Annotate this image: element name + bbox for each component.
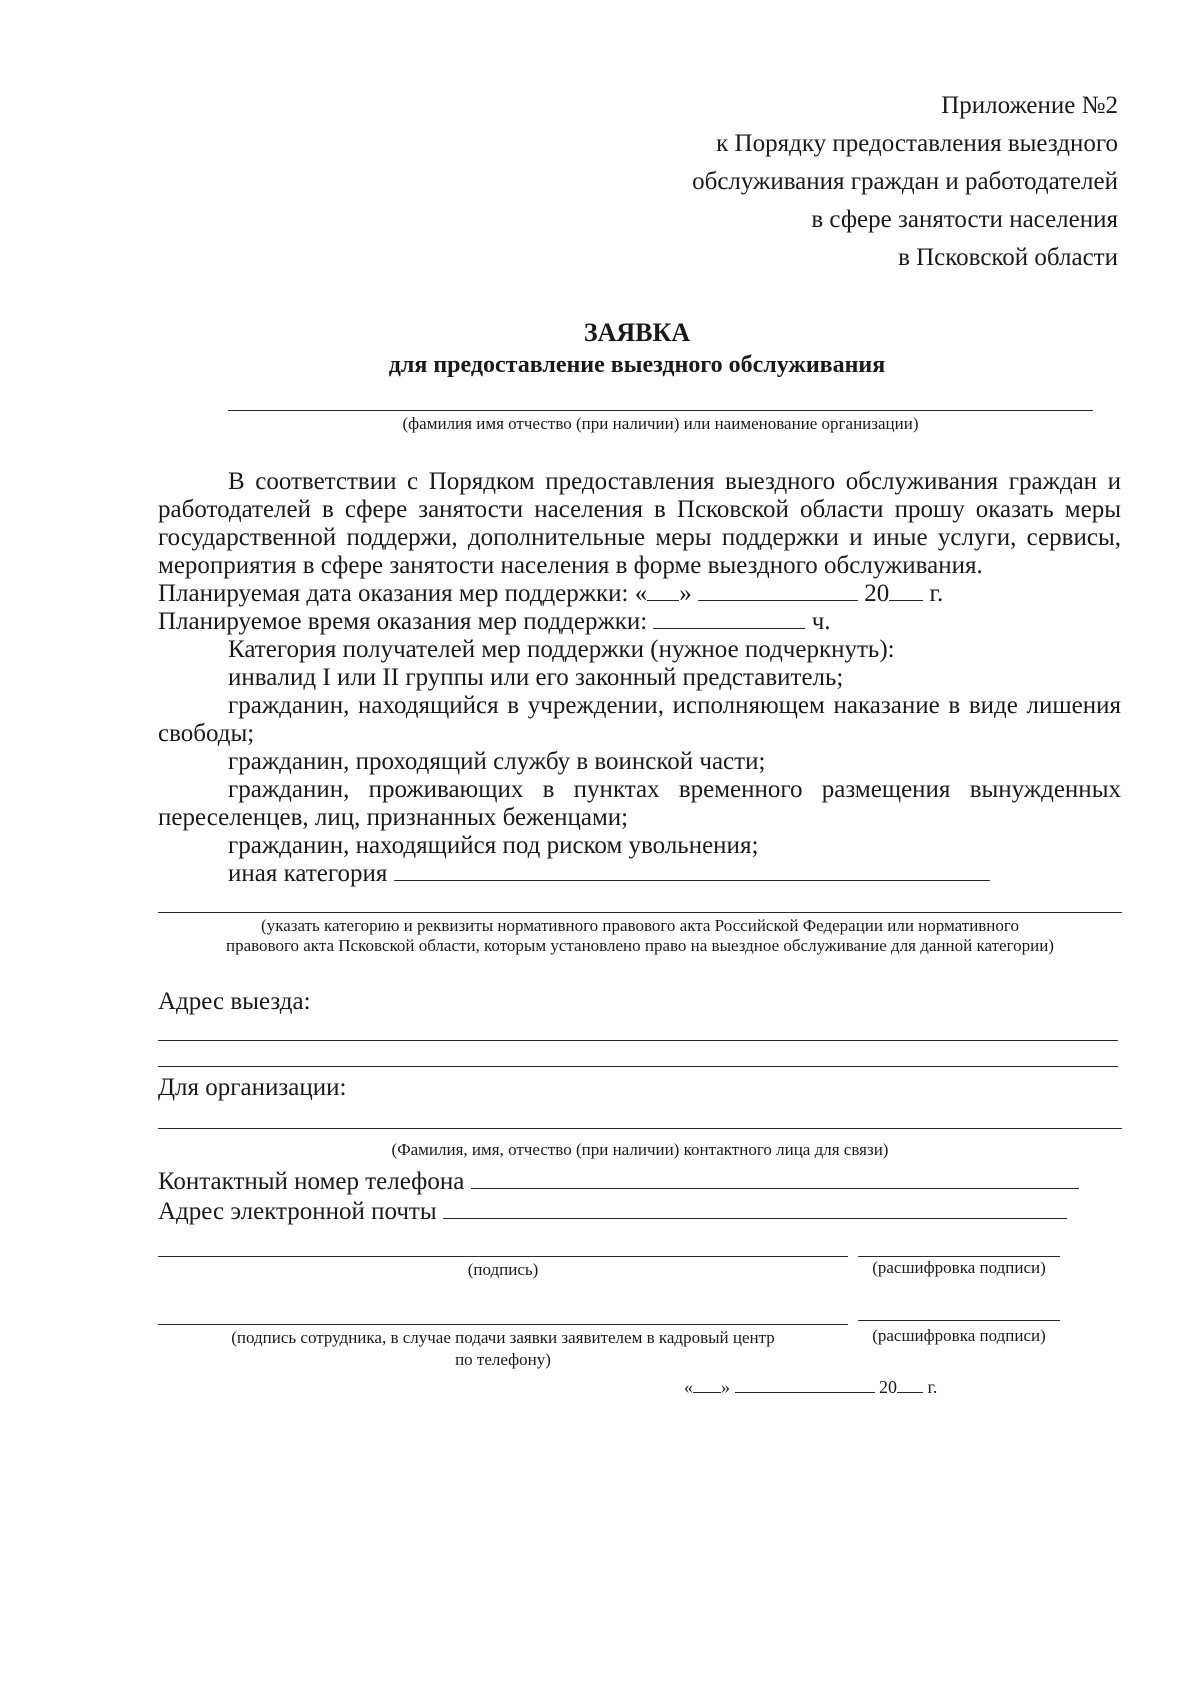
contact-person-line[interactable] xyxy=(158,1128,1122,1129)
phone-row xyxy=(158,1168,1079,1196)
paragraph-line: В соответствии с Порядком предоставления выездного обслуживания граждан и xyxy=(228,468,1121,495)
employee-caption: по телефону) xyxy=(455,1350,551,1369)
footer-quote-close: » xyxy=(721,1377,730,1397)
signature-decode-line[interactable] xyxy=(858,1256,1060,1257)
footer-quote-open: « xyxy=(684,1377,693,1397)
category-option[interactable]: гражданин, проходящий службу в воинской части; xyxy=(228,748,766,775)
email-field[interactable] xyxy=(443,1198,1067,1219)
date-month-field[interactable] xyxy=(698,580,858,601)
header-line: в сфере занятости населения xyxy=(811,206,1118,233)
date-suffix: г. xyxy=(929,580,944,607)
category-details-line[interactable] xyxy=(158,912,1122,913)
email-row xyxy=(158,1198,1067,1226)
category-option-cont[interactable]: переселенцев, лиц, признанных беженцами; xyxy=(158,804,629,831)
address-label: Адрес выезда: xyxy=(158,988,311,1015)
address-line[interactable] xyxy=(158,1066,1118,1067)
planned-time-row xyxy=(158,608,831,636)
planned-date-row xyxy=(158,580,943,608)
category-option[interactable]: гражданин, находящийся в учреждении, исполняющем наказание в виде лишения xyxy=(228,692,1121,719)
header-line: обслуживания граждан и работодателей xyxy=(692,168,1118,195)
date-year-field[interactable] xyxy=(889,580,923,601)
category-option[interactable]: гражданин, проживающих в пунктах временного размещения вынужденных xyxy=(228,776,1121,803)
applicant-name-line[interactable] xyxy=(228,410,1093,411)
employee-caption: (подпись сотрудника, в случае подачи заявки заявителем в кадровый центр xyxy=(231,1328,775,1347)
category-option-cont[interactable]: свободы; xyxy=(158,720,255,747)
address-line[interactable] xyxy=(158,1040,1118,1041)
employee-signature-line[interactable] xyxy=(158,1324,848,1325)
category-option[interactable]: инвалид I или II группы или его законный представитель; xyxy=(228,664,844,691)
appendix-number: Приложение №2 xyxy=(941,92,1118,119)
footer-month-field[interactable] xyxy=(735,1376,875,1393)
footer-day-field[interactable] xyxy=(693,1376,721,1393)
header-line: к Порядку предоставления выездного xyxy=(716,130,1118,157)
contact-caption: (Фамилия, имя, отчество (при наличии) контактного лица для связи) xyxy=(391,1140,889,1159)
footer-year-prefix: 20 xyxy=(879,1377,897,1397)
paragraph-line: государственной поддержи, дополнительные меры поддержки и иные услуги, сервисы, xyxy=(158,524,1121,551)
phone-field[interactable] xyxy=(471,1168,1079,1189)
category-option[interactable]: гражданин, находящийся под риском увольнения; xyxy=(228,832,759,859)
document-subtitle: для предоставление выездного обслуживания xyxy=(388,352,886,378)
category-header: Категория получателей мер поддержки (нужное подчеркнуть): xyxy=(228,636,895,663)
employee-decode-line[interactable] xyxy=(858,1320,1060,1321)
time-field[interactable] xyxy=(653,608,805,629)
planned-date-label: Планируемая дата оказания мер поддержки: « xyxy=(158,580,648,607)
other-category-row xyxy=(228,860,990,888)
other-category-field[interactable] xyxy=(394,860,990,881)
paragraph-line: работодателей в сфере занятости населения в Псковской области прошу оказать меры xyxy=(158,496,1121,523)
applicant-caption: (фамилия имя отчество (при наличии) или наименование организации) xyxy=(402,414,919,433)
category-caption: (указать категорию и реквизиты нормативного правового акта Российской Федерации или нормативного xyxy=(261,916,1019,935)
footer-year-field[interactable] xyxy=(897,1376,923,1393)
decode-caption: (расшифровка подписи) xyxy=(872,1258,1046,1277)
category-caption: правового акта Псковской области, которым установлено право на выездное обслуживание для данной категории) xyxy=(226,936,1054,955)
header-line: в Псковской области xyxy=(898,244,1118,271)
planned-time-label: Планируемое время оказания мер поддержки: xyxy=(158,608,648,635)
time-suffix: ч. xyxy=(811,608,831,635)
date-quote-close: » xyxy=(679,580,692,607)
paragraph-line: мероприятия в сфере занятости населения в форме выездного обслуживания. xyxy=(158,552,983,579)
date-year-prefix: 20 xyxy=(864,580,890,607)
date-day-field[interactable] xyxy=(647,580,679,601)
signature-line[interactable] xyxy=(158,1256,848,1257)
document-title: ЗАЯВКА xyxy=(583,318,691,347)
footer-date-suffix: г. xyxy=(927,1377,938,1397)
organization-label: Для организации: xyxy=(158,1074,347,1101)
footer-date-row xyxy=(684,1376,937,1398)
other-category-label: иная категория xyxy=(228,860,388,887)
phone-label: Контактный номер телефона xyxy=(158,1168,465,1195)
email-label: Адрес электронной почты xyxy=(158,1198,437,1225)
decode-caption: (расшифровка подписи) xyxy=(872,1326,1046,1345)
signature-caption: (подпись) xyxy=(467,1260,539,1279)
